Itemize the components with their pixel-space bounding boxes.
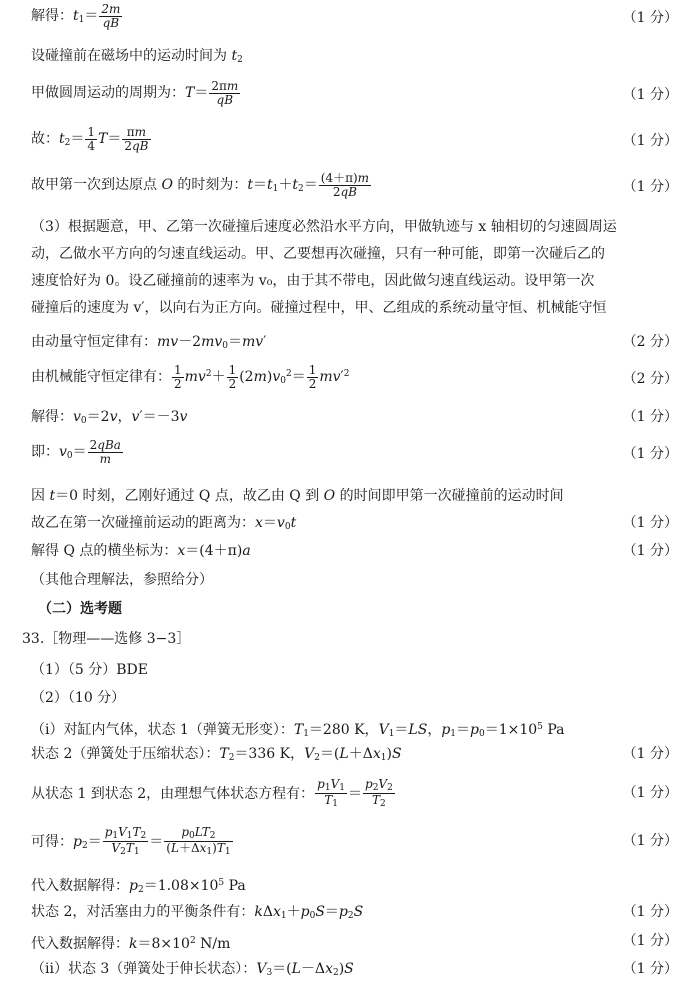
points-label: （1 分） <box>622 179 678 195</box>
solution-line: 故：$t_2=$ $\frac{1}{4}$ T＝ $\frac{\pi m}{2qB}$ <box>31 125 149 153</box>
points-label: （1 分） <box>622 10 678 26</box>
points-label: （1 分） <box>622 933 678 949</box>
solution-line: 从状态 1 到状态 2，由理想气体状态方程有： $\frac{p_1V_1}{T_1}$ ＝ $\frac{p_2V_2}{T_2}$ <box>31 777 393 810</box>
solution-line: 甲做圆周运动的周期为：T＝ $\frac{2\pi m}{qB}$ <box>31 79 239 107</box>
points-label: （1 分） <box>622 904 678 920</box>
solution-line: 代入数据解得：$p_2=1.08\times 10^5$ Pa <box>31 878 246 895</box>
solution-line: 故甲第一次到达原点 O 的时刻为：$t=t_1+t_2=$ $\frac{(4+\pi)m}{2qB}$ <box>31 171 370 199</box>
solution-line: （3）根据题意，甲、乙第一次碰撞后速度必然沿水平方向，甲做轨迹与 x 轴相切的匀速圆周运 <box>31 219 617 235</box>
solution-line: 因 t＝0 时刻，乙刚好通过 Q 点，故乙由 Q 到 O 的时间即甲第一次碰撞前的运动时间 <box>31 488 564 504</box>
points-label: （1 分） <box>622 87 678 103</box>
points-label: （1 分） <box>622 746 678 762</box>
solution-line: 解得：$t_1=$ $\frac{2m}{qB}$ <box>31 2 121 30</box>
points-label: （1 分） <box>622 515 678 531</box>
solution-line: （1）（5 分）BDE <box>31 662 148 678</box>
solution-line: 由机械能守恒定律有： $\frac{1}{2}$ $mv^2+$ $\frac{1}{2}$ $(2m)v_0^2=$ $\frac{1}{2}$ $mv'^2$ <box>31 363 350 391</box>
question-heading: 33.［物理——选修 3−3］ <box>22 631 191 647</box>
points-label: （1 分） <box>622 785 678 801</box>
points-label: （1 分） <box>622 833 678 849</box>
section-heading: （二）选考题 <box>38 601 122 617</box>
points-label: （1 分） <box>622 409 678 425</box>
solution-line: 故乙在第一次碰撞前运动的距离为：$x=v_0t$ <box>31 515 297 532</box>
points-label: （1 分） <box>622 543 678 559</box>
solution-line: 解得 Q 点的横坐标为：x＝(4＋π)a <box>31 543 251 559</box>
solution-line: （ⅱ）状态 3（弹簧处于伸长状态）：$V_3=(L-\Delta x_2)S$ <box>31 961 354 978</box>
solution-line: （ⅰ）对缸内气体，状态 1（弹簧无形变）：$T_1=280$ K，$V_1=LS$，$p_1=p_0=1\times 10^5$ Pa <box>31 722 565 739</box>
solution-line: 由动量守恒定律有：$mv-2mv_0=mv'$ <box>31 334 267 351</box>
points-label: （1 分） <box>622 133 678 149</box>
solution-line: 代入数据解得：$k=8\times 10^2$ N/m <box>31 936 231 952</box>
solution-line: 动，乙做水平方向的匀速直线运动。甲、乙要想再次碰撞，只有一种可能，即第一次碰后乙的 <box>31 246 605 262</box>
points-label: （2 分） <box>622 371 678 387</box>
solution-line: 解得：$v_0=2v$，v′＝－3v <box>31 409 188 426</box>
solution-line: （2）（10 分） <box>31 690 126 706</box>
solution-line: （其他合理解法，参照给分） <box>31 572 213 588</box>
points-label: （1 分） <box>622 961 678 977</box>
solution-line: 设碰撞前在磁场中的运动时间为 $t_2$ <box>31 48 243 65</box>
solution-line: 状态 2，对活塞由力的平衡条件有：$k\Delta x_1+p_0S=p_2S$ <box>31 904 364 921</box>
points-label: （1 分） <box>622 446 678 462</box>
solution-line: 速度恰好为 0。设乙碰撞前的速率为 v₀，由于其不带电，因此做匀速直线运动。设甲第一次 <box>31 273 595 289</box>
points-label: （2 分） <box>622 334 678 350</box>
solution-line: 碰撞后的速度为 v′，以向右为正方向。碰撞过程中，甲、乙组成的系统动量守恒、机械能守恒 <box>31 300 607 316</box>
solution-line: 即：$v_0=$ $\frac{\text{2qBa}}{m}$ <box>31 438 121 466</box>
solution-line: 可得：$p_2=$ $\frac{p_1V_1T_2}{V_2T_1}$ ＝ $\frac{p_0LT_2}{(L+\Delta x_1)T_1}$ <box>31 825 231 858</box>
solution-line: 状态 2（弹簧处于压缩状态）：$T_2=336$ K，$V_2=(L+\Delta x_1)S$ <box>31 746 402 763</box>
